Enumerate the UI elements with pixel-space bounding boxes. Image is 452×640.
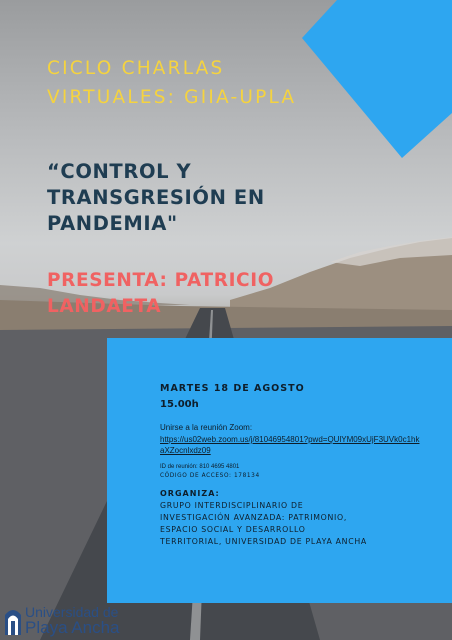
- event-time: 15.00h: [160, 399, 199, 410]
- access-code: CÓDIGO DE ACCESO: 178134: [160, 473, 260, 479]
- presenter-line: PRESENTA: PATRICIO LANDAETA: [47, 270, 275, 317]
- organizer-text: GRUPO INTERDISCIPLINARIO DE INVESTIGACIÓN AVANZADA: PATRIMONIO, ESPACIO SOCIAL Y DESARROLLO TERRITORIAL, UNIVERSIDAD DE PLAYA ANCHA: [160, 501, 367, 546]
- info-panel: [107, 338, 452, 603]
- zoom-link[interactable]: https://us02web.zoom.us/j/81046954801?pwd=QUlYM09xUjF3UVk0c1hkaXZocnlxdz09: [160, 435, 420, 455]
- event-date: MARTES 18 DE AGOSTO: [160, 383, 305, 394]
- talk-title: “CONTROL Y TRANSGRESIÓN EN PANDEMIA": [47, 160, 265, 235]
- logo-text-line1: Universidad de: [25, 604, 119, 620]
- zoom-label: Unirse a la reunión Zoom:: [160, 423, 253, 432]
- university-crest-icon: [3, 605, 23, 636]
- logo-text-line2: Playa Ancha: [25, 618, 120, 637]
- university-logo: [3, 604, 173, 638]
- meeting-id: ID de reunión: 810 4695 4801: [160, 464, 240, 470]
- organizer-label: ORGANIZA:: [160, 489, 220, 498]
- series-title: CICLO CHARLAS VIRTUALES: GIIA-UPLA: [47, 58, 297, 108]
